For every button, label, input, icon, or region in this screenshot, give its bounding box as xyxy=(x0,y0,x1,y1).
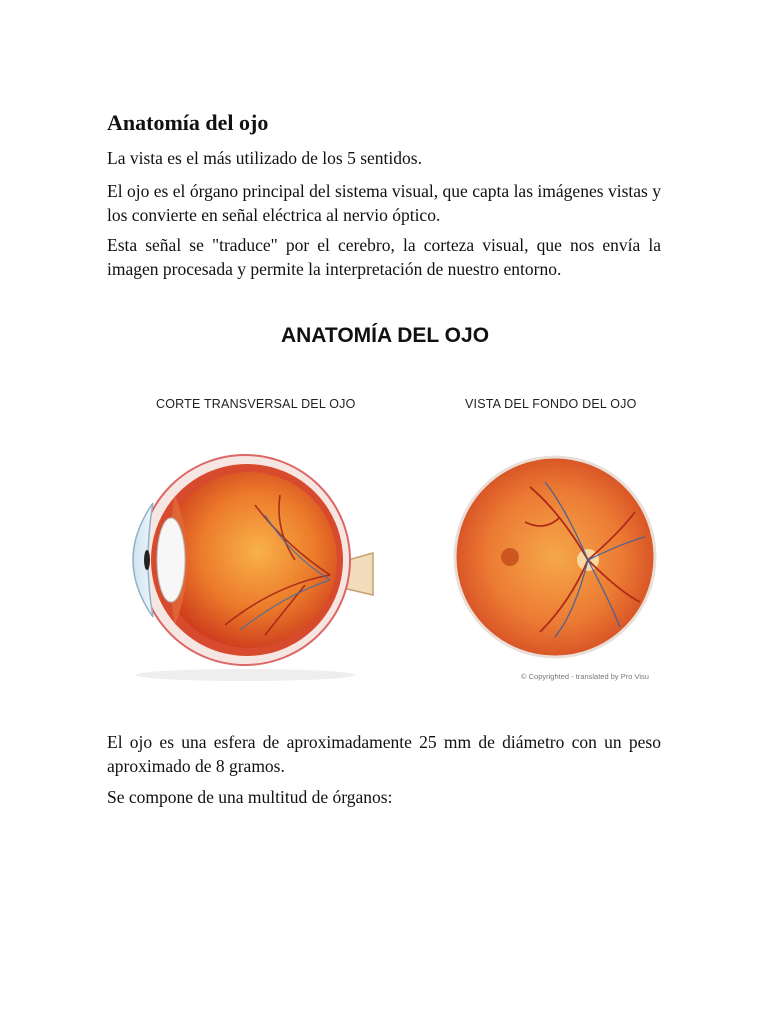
fundus-illustration xyxy=(450,452,660,662)
figure-title: ANATOMÍA DEL OJO xyxy=(280,324,490,347)
paragraph-organ: El ojo es el órgano principal del sistema visual, que capta las imágenes vistas y los convierte en señal eléctrica al nervio óptico. xyxy=(107,181,661,225)
document-title: Anatomía del ojo xyxy=(107,110,269,135)
paragraph-size: El ojo es una esfera de aproximadamente 25 mm de diámetro con un peso aproximado de 8 gramos. xyxy=(107,732,661,776)
paragraph-intro: La vista es el más utilizado de los 5 sentidos. xyxy=(107,148,422,168)
paragraph-organs: Se compone de una multitud de órganos: xyxy=(107,787,393,807)
eye-anatomy-figure xyxy=(100,310,670,700)
figure-caption-cross-section: CORTE TRANSVERSAL DEL OJO xyxy=(156,397,356,411)
paragraph-signal: Esta señal se "traduce" por el cerebro, la corteza visual, que nos envía la imagen procesada y permite la interpretación de nuestro entorno. xyxy=(107,235,661,279)
figure-credit: © Copyrighted - translated by Pro Visu xyxy=(521,672,649,681)
eye-cross-section-illustration xyxy=(105,435,375,685)
figure-caption-fundus: VISTA DEL FONDO DEL OJO xyxy=(465,397,637,411)
